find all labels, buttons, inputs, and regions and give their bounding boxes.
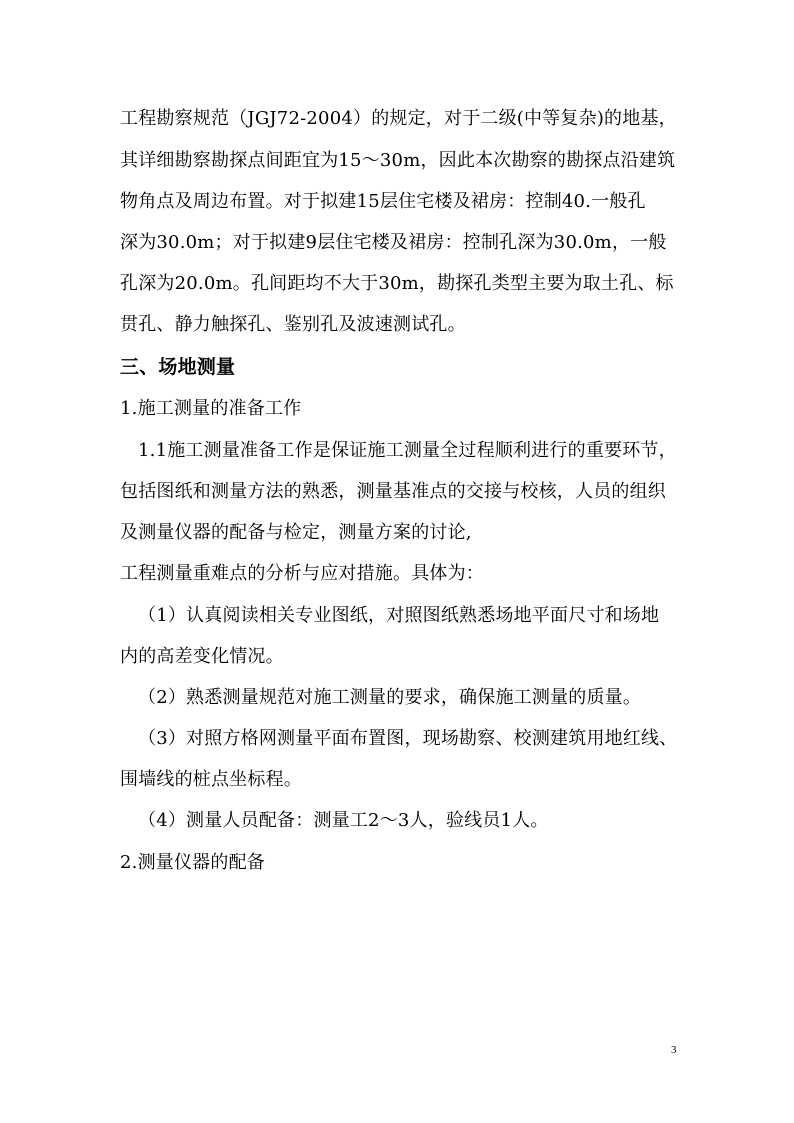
text-line: 物角点及周边布置。对于拟建15层住宅楼及裙房：控制40.一般孔	[120, 191, 646, 212]
text-line: 工程勘察规范（JGJ72-2004）的规定，对于二级(中等复杂)的地基，	[120, 108, 677, 129]
page-number: 3	[671, 1044, 677, 1056]
list-item: （2）熟悉测量规范对施工测量的要求，确保施工测量的质量。	[138, 687, 642, 708]
list-item-continuation: 围墙线的桩点坐标程。	[120, 769, 302, 790]
list-item-continuation: 内的高差变化情况。	[120, 646, 284, 667]
paragraph-line: 包括图纸和测量方法的熟悉，测量基准点的交接与校核，人员的组织	[120, 481, 666, 502]
sub-heading: 2.测量仪器的配备	[120, 852, 265, 873]
paragraph-line: 1.1施工测量准备工作是保证施工测量全过程顺利进行的重要环节，	[138, 440, 677, 461]
list-item: （4）测量人员配备：测量工2～3人，验线员1人。	[138, 810, 549, 831]
list-item: （3）对照方格网测量平面布置图，现场勘察、校测建筑用地红线、	[138, 728, 678, 749]
text-line: 孔深为20.0m。孔间距均不大于30m，勘探孔类型主要为取土孔、标	[120, 273, 674, 294]
section-heading: 三、场地测量	[120, 356, 236, 378]
text-line: 贯孔、静力触探孔、鉴别孔及波速测试孔。	[120, 314, 466, 335]
list-item: （1）认真阅读相关专业图纸，对照图纸熟悉场地平面尺寸和场地	[138, 605, 660, 626]
paragraph-line: 及测量仪器的配备与检定，测量方案的讨论,	[120, 522, 472, 543]
sub-heading: 1.施工测量的准备工作	[120, 398, 302, 419]
text-line: 其详细勘察勘探点间距宜为15～30m，因此本次勘察的勘探点沿建筑	[120, 150, 676, 171]
paragraph-line: 工程测量重难点的分析与应对措施。具体为：	[120, 563, 484, 584]
text-line: 深为30.0m；对于拟建9层住宅楼及裙房：控制孔深为30.0m，一般	[120, 232, 667, 253]
